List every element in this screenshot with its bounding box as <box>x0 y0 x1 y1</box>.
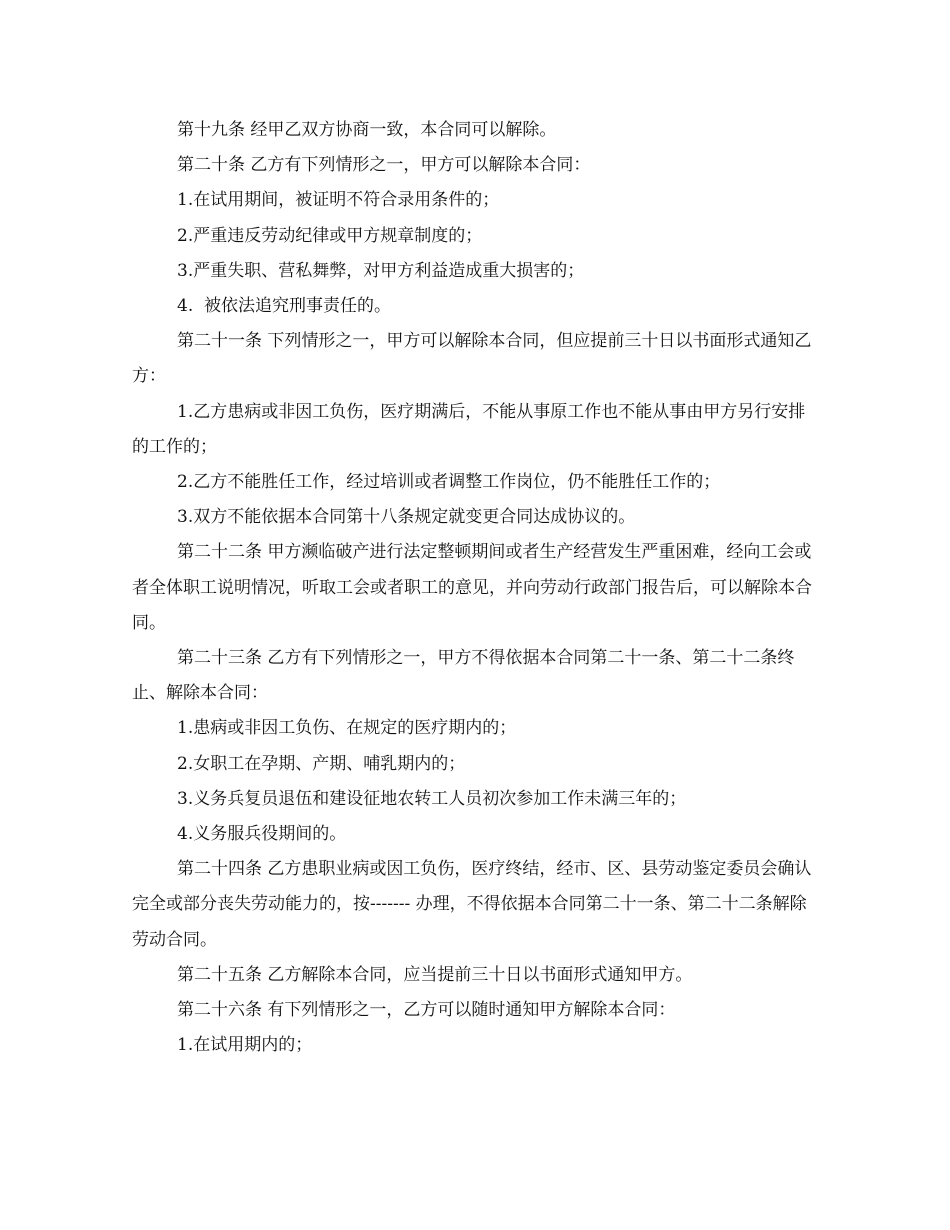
paragraph-article-26: 第二十六条 有下列情形之一，乙方可以随时通知甲方解除本合同： <box>177 1000 676 1021</box>
paragraph-article-24: 第二十四条 乙方患职业病或因工负伤，医疗终结，经市、区、县劳动鉴定委员会确认完全或部分丧失劳动能力的，按------- 办理，不得依据本合同第二十一条、第二十二条解除劳动合同。 <box>132 859 812 950</box>
paragraph-article-25: 第二十五条 乙方解除本合同，应当提前三十日以书面形式通知甲方。 <box>177 964 693 985</box>
paragraph-article-22: 第二十二条 甲方濒临破产进行法定整顿期间或者生产经营发生严重困难，经向工会或者全体职工说明情况，听取工会或者职工的意见，并向劳动行政部门报告后，可以解除本合同。 <box>132 542 812 633</box>
paragraph-article-23: 第二十三条 乙方有下列情形之一，甲方不得依据本合同第二十一条、第二十二条终止、解除本合同： <box>132 648 795 704</box>
paragraph-article-21: 第二十一条 下列情形之一，甲方可以解除本合同，但应提前三十日以书面形式通知乙方： <box>132 331 812 387</box>
list-item: 2.女职工在孕期、产期、哺乳期内的； <box>177 753 466 774</box>
paragraph-article-20: 第二十条 乙方有下列情形之一，甲方可以解除本合同： <box>177 155 591 176</box>
list-item: 1.在试用期间，被证明不符合录用条件的； <box>177 190 500 211</box>
list-item: 1.在试用期内的； <box>177 1035 313 1056</box>
list-item: 2.严重违反劳动纪律或甲方规章制度的； <box>177 225 483 246</box>
list-item: 1.乙方患病或非因工负伤，医疗期满后，不能从事原工作也不能从事由甲方另行安排的工作的； <box>132 401 806 457</box>
list-item: 2.乙方不能胜任工作，经过培训或者调整工作岗位，仍不能胜任工作的； <box>177 472 721 493</box>
list-item: 4.义务服兵役期间的。 <box>177 824 347 845</box>
list-item: 4. 被依法追究刑事责任的。 <box>177 296 392 317</box>
document-body <box>132 113 822 1063</box>
paragraph-article-19: 第十九条 经甲乙双方协商一致，本合同可以解除。 <box>177 120 557 140</box>
list-item: 3.严重失职、营私舞弊，对甲方利益造成重大损害的； <box>177 260 585 281</box>
list-item: 3.双方不能依据本合同第十八条规定就变更合同达成协议的。 <box>177 507 636 528</box>
list-item: 3.义务兵复员退伍和建设征地农转工人员初次参加工作未满三年的； <box>177 788 687 809</box>
list-item: 1.患病或非因工负伤、在规定的医疗期内的； <box>177 718 517 739</box>
